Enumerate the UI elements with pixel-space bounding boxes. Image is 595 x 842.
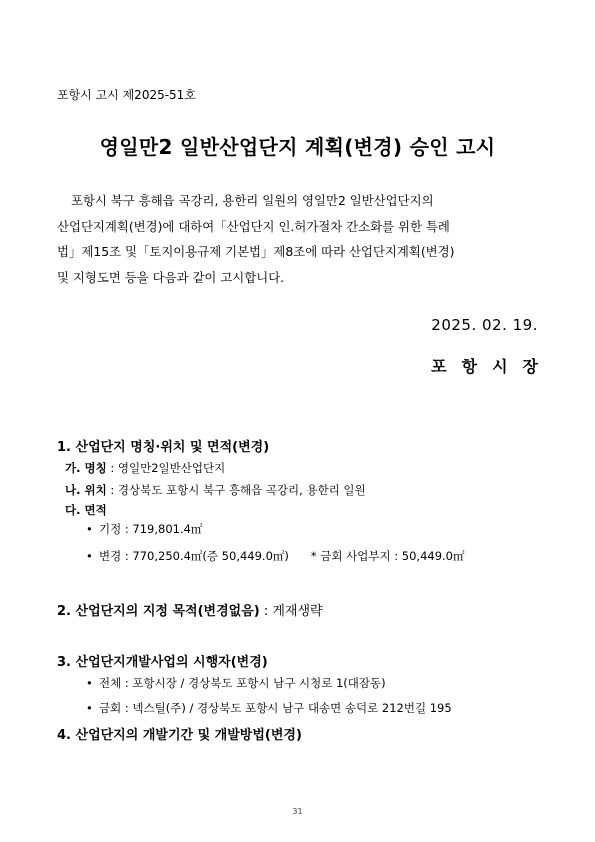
implementer-current-item [86, 700, 452, 716]
body-line-1: 포항시 북구 흥해읍 곡강리, 용한리 일원의 영일만2 일반산업단지의 [71, 193, 434, 208]
area-note: * 금회 사업부지 : 50,449.0㎡ [310, 549, 465, 563]
section-3-heading: 3. 산업단지개발사업의 시행자(변경) [57, 655, 268, 670]
bullet-icon: • [86, 676, 93, 690]
implementer-entire-item [86, 675, 386, 691]
section-2-suffix: : 게재생략 [259, 604, 323, 619]
name-value: : 영일만2일반산업단지 [106, 461, 226, 475]
area-changed-item [86, 548, 465, 564]
implementer-entire: 전체 : 포항시장 / 경상북도 포항시 남구 시청로 1(대잠동) [99, 676, 386, 690]
location-label: 나. 위치 [65, 483, 107, 497]
section-1-name [65, 460, 225, 476]
section-2 [57, 600, 323, 619]
area-changed: 변경 : 770,250.4㎡(증 50,449.0㎡) [99, 549, 289, 563]
body-line-3: 법」제15조 및「토지이용규제 기본법」제8조에 따라 산업단지계획(변경) [57, 244, 455, 259]
bullet-icon: • [86, 701, 93, 715]
location-value: : 경상북도 포항시 북구 흥해읍 곡강리, 용한리 일원 [106, 483, 366, 497]
bullet-icon: • [86, 549, 93, 563]
page-number: 31 [292, 807, 303, 816]
section-1-area [65, 502, 107, 518]
body-line-4: 및 지형도면 등을 다음과 같이 고시합니다. [57, 269, 285, 285]
section-1-location [65, 482, 366, 498]
bullet-icon: • [86, 522, 93, 536]
area-label: 다. 면적 [65, 503, 107, 517]
issuer-name: 포항시장 [431, 357, 553, 376]
notice-date: 2025. 02. 19. [431, 316, 538, 334]
page-title: 영일만2 일반산업단지 계획(변경) 승인 고시 [99, 135, 496, 159]
notice-body [57, 188, 539, 290]
name-label: 가. 명칭 [65, 461, 107, 475]
section-2-heading: 2. 산업단지의 지정 목적(변경없음) [57, 604, 260, 619]
section-4-heading: 4. 산업단지의 개발기간 및 개발방법(변경) [57, 728, 302, 743]
body-line-2: 산업단지계획(변경)에 대하여「산업단지 인.허가절차 간소화를 위한 특례 [57, 218, 450, 234]
notice-number: 포항시 고시 제2025-51호 [57, 88, 196, 102]
section-1-heading: 1. 산업단지 명칭·위치 및 면적(변경) [57, 440, 270, 455]
area-existing: 기정 : 719,801.4㎡ [99, 522, 203, 536]
area-existing-item [86, 521, 202, 537]
implementer-current: 금회 : 넥스틸(주) / 경상북도 포항시 남구 대송면 송덕로 212번길 195 [99, 701, 452, 715]
